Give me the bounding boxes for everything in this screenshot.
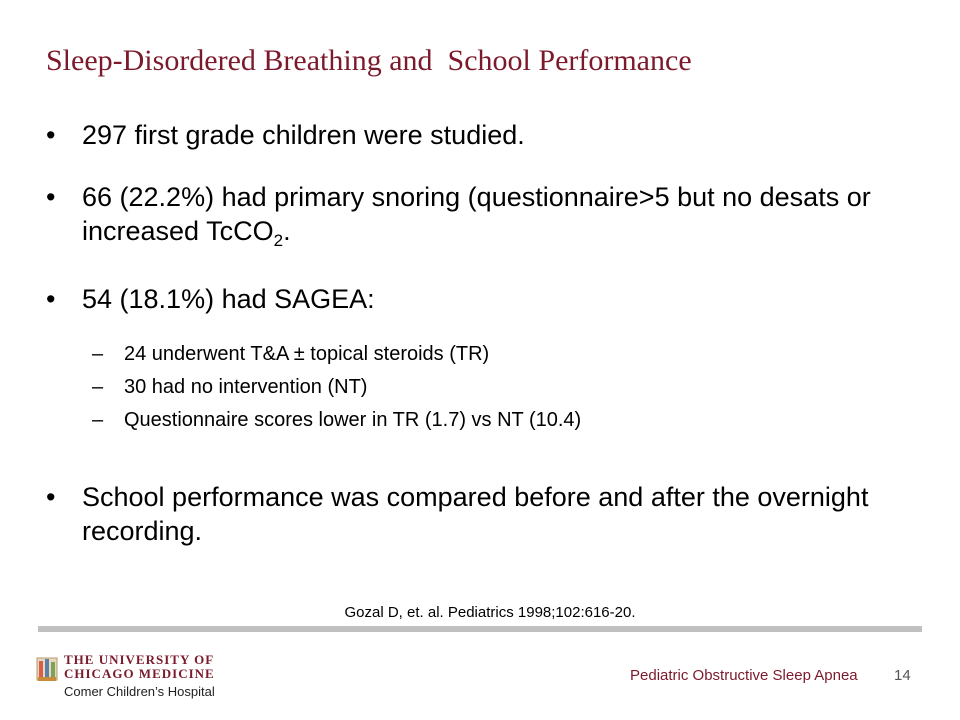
sub-bullet-dash: – [92,376,104,398]
bullet-text: School performance was compared before and after the overnight recording. [82,482,869,546]
footer-divider [38,626,922,632]
sub-bullet-item [92,408,892,432]
shield-logo-icon [36,654,58,684]
citation: Gozal D, et. al. Pediatrics 1998;102:616-20. [344,604,636,621]
bullet-dot: • [46,482,56,512]
bullet-text: 297 first grade children were studied. [82,120,525,150]
logo-text-line3: Comer Children’s Hospital [64,684,215,699]
university-logo [36,652,236,702]
presentation-title: Pediatric Obstructive Sleep Apnea [630,667,858,684]
bullet-item [46,282,906,316]
bullet-text: 54 (18.1%) had SAGEA: [82,284,375,314]
logo-text-line2: CHICAGO MEDICINE [64,666,215,681]
bullet-item [46,180,906,248]
sub-bullet-item [92,342,892,366]
page-number: 14 [894,667,911,684]
bullet-dot: • [46,284,56,314]
logo-text-line1: THE UNIVERSITY OF [64,652,215,667]
bullet-text-end: . [283,216,291,246]
sub-bullet-text: 30 had no intervention (NT) [124,376,368,398]
bullet-dot: • [46,120,56,150]
sub-bullet-item [92,375,892,399]
bullet-item [46,118,906,152]
sub-bullet-text: 24 underwent T&A ± topical steroids (TR) [124,343,490,365]
sub-bullet-dash: – [92,343,104,365]
bullet-dot: • [46,182,56,212]
sub-bullet-dash: – [92,409,104,431]
subscript: 2 [273,231,284,250]
slide-title: Sleep-Disordered Breathing and School Performance [46,44,692,77]
bullet-text [82,180,906,248]
bullet-item [46,480,906,548]
sub-bullet-text: Questionnaire scores lower in TR (1.7) vs NT (10.4) [124,409,582,431]
bullet-text-main: 66 (22.2%) had primary snoring (questionnaire>5 but no desats or increased TcCO [82,182,871,246]
